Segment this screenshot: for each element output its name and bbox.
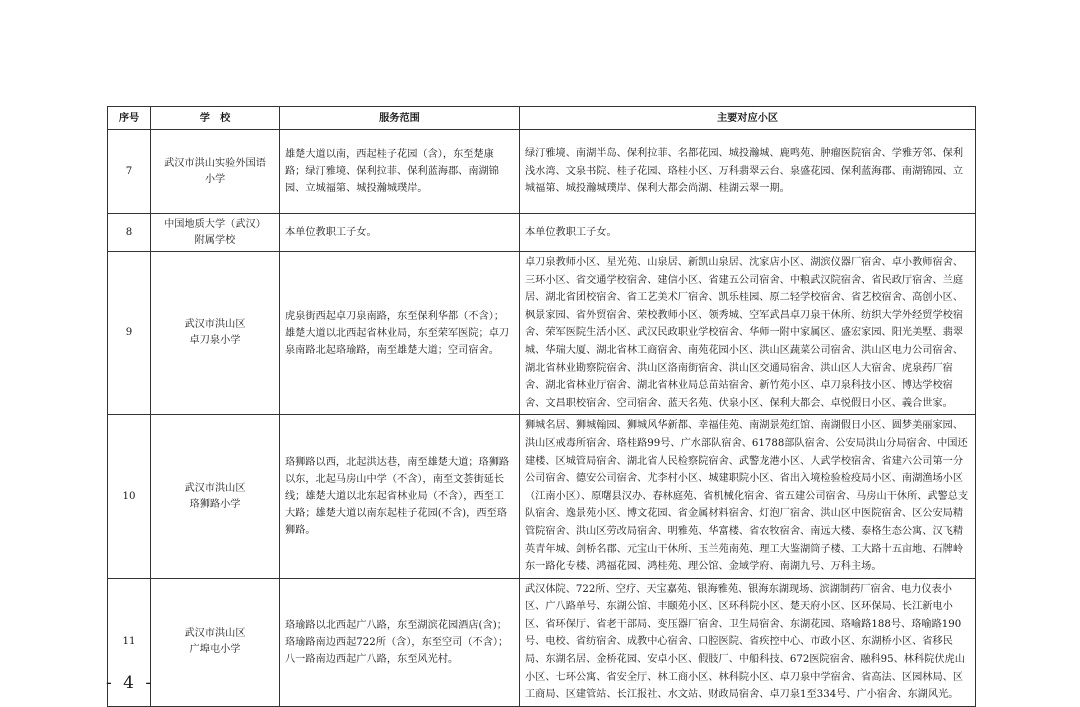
service-range: 珞瑜路以北西起广八路，东至湖滨花园酒店(含)；珞瑜路南边西起722所（含），东至空司（不含）；八一路南边西起广八路，东至风光村。 [280,578,520,706]
row-number: 8 [108,214,151,252]
school-name [151,415,280,578]
communities: 本单位教职工子女。 [520,214,976,252]
communities: 卓刀泉教师小区、星光苑、山泉居、新凯山泉居、沈家店小区、湖滨仪器厂宿舍、卓小教师宿舍、三环小区、省交通学校宿舍、建信小区、省建五公司宿舍、中粮武汉院宿舍、省民政厅宿舍、兰庭居、湖北省团校宿舍、省工艺美术厂宿舍、凯乐桂园、原二轻学校宿舍、省艺校宿舍、高创小区、枫景家园、省外贸宿舍、荣校教师小区、领秀城、空军武昌卓刀泉干休所、纺织大学外经贸学校宿舍、荣军医院生活小区、武汉民政职业学校宿舍、华师一附中家属区、盛宏家园、阳光美墅、翡翠城、华瑞大厦、湖北省林工商宿舍、南苑花园小区、洪山区蔬菜公司宿舍、洪山区电力公司宿舍、湖北省林业勘察院宿舍、洪山区洛南街宿舍、洪山区交通局宿舍、洪山区人大宿舍、虎泉药厂宿舍、湖北省林业厅宿舍、湖北省林业局总苗站宿舍、新竹苑小区、卓刀泉科技小区、博达学校宿舍、文昌职校宿舍、空司宿舍、蓝天名苑、伏泉小区、保利大都会、卓悦假日小区、義合世家。 [520,252,976,415]
row-number: 7 [108,130,151,214]
school-name-line: 武汉市洪山区 [184,482,246,494]
school-name [151,578,280,706]
school-name [151,214,280,252]
communities: 狮城名居、狮城翰园、狮城风华新都、幸福佳苑、南湖景苑红馆、南湖假日小区、圆梦美丽家园、洪山区戒毒所宿舍、珞桂路99号、广水部队宿舍、61788部队宿舍、公安局洪山分局宿舍、中国还建楼、区城管局宿舍、湖北省人民检察院宿舍、武警龙港小区、人武学校宿舍、省建六公司第一分公司宿舍、德安公司宿舍、尤李村小区、城建职院小区、省出入境检验检疫局小区、南湖渔场小区（江南小区）、原曙县汉办、春林庭苑、省机械化宿舍、省五建公司宿舍、马房山干休所、武警总支队宿舍、逸景苑小区、博文花园、省金属材料宿舍、灯泡厂宿舍、洪山区中医院宿舍、区公安局精管院宿舍、洪山区劳改局宿舍、明雅苑、华富楼、省农牧宿舍、南远大楼、泰格生态公寓、汉飞精英青年城、剑桥名郡、元宝山干休所、玉兰苑南苑、理工大鉴湖筒子楼、工大路十五亩地、石牌岭东一路化专楼、鸿福花园、鸿桂苑、理公馆、金域学府、南湖九号、万科主场。 [520,415,976,578]
service-range: 珞狮路以西，北起洪达巷，南至雄楚大道；珞狮路以东，北起马房山中学（不含），南至文荟街延长线；雄楚大道以北东起省林业局（不含），西至工大路；雄楚大道以南东起桂子花园(不含)，西至珞狮路。 [280,415,520,578]
table-row [108,578,976,706]
table-row [108,130,976,214]
school-district-table [107,106,976,707]
school-name-line: 武汉市洪山区 [184,628,246,640]
table-header-row [108,107,976,130]
school-name-line: 中国地质大学（武汉） [164,218,266,230]
communities: 绿汀雅境、南湖半岛、保利拉菲、名都花园、城投瀚城、鹿鸣苑、肿瘤医院宿舍、学雅芳邻、保利浅水湾、文泉书院、桂子花园、珞桂小区、万科翡翠云台、泉盛花园、保利蓝海郡、南湖锦园、立城福第、城投瀚城璞岸、保利大都会尚湖、桂湖云翠一期。 [520,130,976,214]
communities: 武汉体院、722所、空疗、天宝嘉苑、银海雅苑、银海东湖现场、滨湖制药厂宿舍、电力仪表小区、广八路单号、东湖公馆、丰颐苑小区、区环科院小区、楚天府小区、区环保局、长江新电小区、省环保厅、省老干部局、变压器厂宿舍、卫生局宿舍、东湖花园、珞喻路188号、珞喻路190号、电校、省纺宿舍、成教中心宿舍、口腔医院、省疾控中心、市政小区、东湖桥小区、省移民局、东湖名居、金桥花园、安卓小区、假肢厂、中船科技、672医院宿舍、融科95、林科院伏虎山小区、七环公寓、省安全厅、林工商小区、林科院小区、卓刀泉中学宿舍、省高法、区园林局、区工商局、区建管站、长江报社、水文站、财政局宿舍、卓刀泉1至334号、广小宿舍、东湖风光。 [520,578,976,706]
table-row [108,252,976,415]
school-name-line: 小学 [204,173,226,185]
service-range: 雄楚大道以南，西起桂子花园（含），东至楚康路；绿汀雅境、保利拉菲、保利蓝海郡、南湖锦园、立城福第、城投瀚城璞岸。 [280,130,520,214]
page-number: - 4 - [106,673,155,693]
school-name-line: 武汉市洪山实验外国语 [164,157,266,169]
school-name-line: 武汉市洪山区 [184,319,246,331]
header-communities: 主要对应小区 [520,107,976,130]
school-name-line: 广埠屯小学 [189,644,241,656]
school-name-line: 附属学校 [194,234,236,246]
header-number: 序号 [108,107,151,130]
row-number: 11 [108,578,151,706]
table-row [108,214,976,252]
header-service-range: 服务范围 [280,107,520,130]
service-range: 本单位教职工子女。 [280,214,520,252]
school-name [151,252,280,415]
service-range: 虎泉街西起卓刀泉南路，东至保利华都（不含）；雄楚大道以北西起省林业局，东至荣军医院；卓刀泉南路北起珞瑜路，南至雄楚大道；空司宿舍。 [280,252,520,415]
header-school: 学 校 [151,107,280,130]
school-name-line: 珞狮路小学 [189,498,241,510]
table-row [108,415,976,578]
row-number: 10 [108,415,151,578]
school-name-line: 卓刀泉小学 [189,335,241,347]
school-name [151,130,280,214]
row-number: 9 [108,252,151,415]
